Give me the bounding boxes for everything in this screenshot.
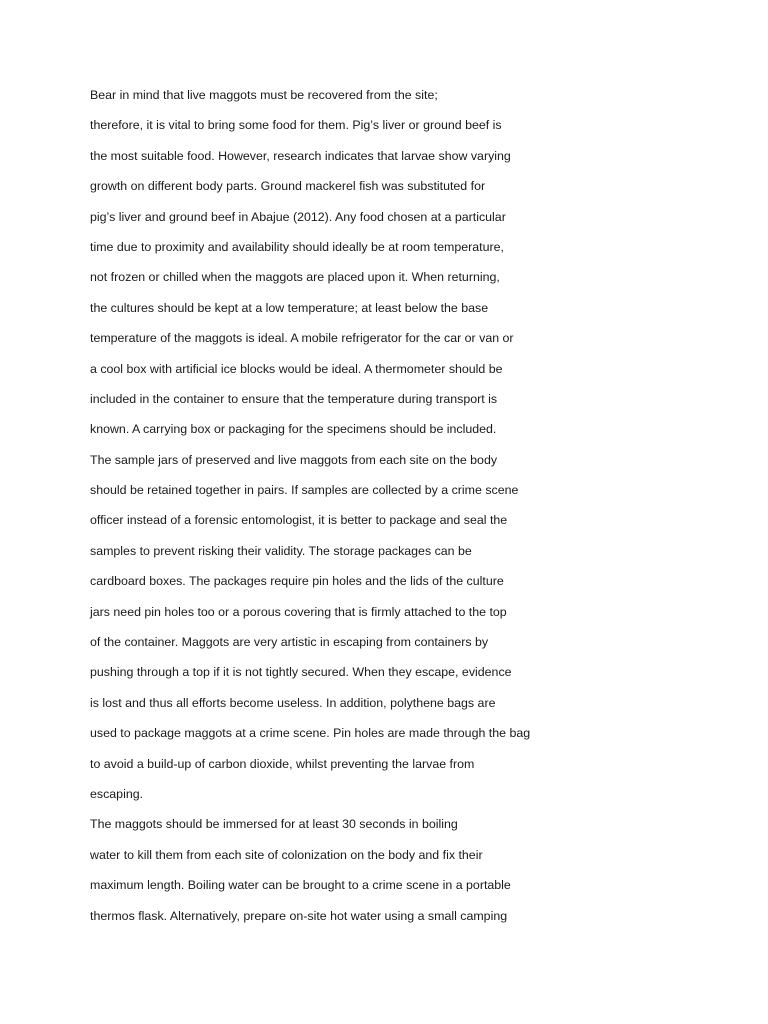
text-line: included in the container to ensure that the temperature during transport is (90, 391, 498, 406)
text-line: used to package maggots at a crime scene. Pin holes are made through the bag (90, 726, 531, 741)
text-line: water to kill them from each site of colonization on the body and fix their (90, 847, 483, 862)
text-line: to avoid a build-up of carbon dioxide, whilst preventing the larvae from (90, 756, 475, 771)
text-line: escaping. (90, 786, 144, 801)
body-text (90, 84, 550, 935)
text-line: maximum length. Boiling water can be brought to a crime scene in a portable (90, 878, 511, 893)
text-line: should be retained together in pairs. If samples are collected by a crime scene (90, 483, 519, 498)
text-line: the most suitable food. However, research indicates that larvae show varying (90, 148, 511, 163)
text-line: The sample jars of preserved and live maggots from each site on the body (90, 452, 498, 467)
text-line: officer instead of a forensic entomologist, it is better to package and seal the (90, 513, 508, 528)
text-line: growth on different body parts. Ground mackerel fish was substituted for (90, 179, 486, 194)
text-line: cardboard boxes. The packages require pin holes and the lids of the culture (90, 574, 504, 589)
text-line: thermos flask. Alternatively, prepare on-site hot water using a small camping (90, 908, 508, 923)
text-line: The maggots should be immersed for at least 30 seconds in boiling (90, 817, 458, 832)
text-line: temperature of the maggots is ideal. A mobile refrigerator for the car or van or (90, 331, 514, 346)
text-line: pushing through a top if it is not tightly secured. When they escape, evidence (90, 665, 512, 680)
text-line: therefore, it is vital to bring some food for them. Pig’s liver or ground beef is (90, 118, 502, 133)
text-line: of the container. Maggots are very artistic in escaping from containers by (90, 635, 489, 650)
text-line: Bear in mind that live maggots must be recovered from the site; (90, 88, 438, 102)
text-line: jars need pin holes too or a porous covering that is firmly attached to the top (90, 604, 507, 619)
text-line: not frozen or chilled when the maggots are placed upon it. When returning, (90, 270, 500, 285)
text-line: the cultures should be kept at a low temperature; at least below the base (90, 300, 489, 315)
text-line: is lost and thus all efforts become useless. In addition, polythene bags are (90, 695, 496, 710)
text-line: samples to prevent risking their validity. The storage packages can be (90, 543, 472, 558)
text-line: known. A carrying box or packaging for the specimens should be included. (90, 422, 497, 437)
text-line: time due to proximity and availability should ideally be at room temperature, (90, 239, 504, 254)
text-line: pig’s liver and ground beef in Abajue (2012). Any food chosen at a particular (90, 209, 506, 224)
text-line: a cool box with artificial ice blocks would be ideal. A thermometer should be (90, 361, 503, 376)
